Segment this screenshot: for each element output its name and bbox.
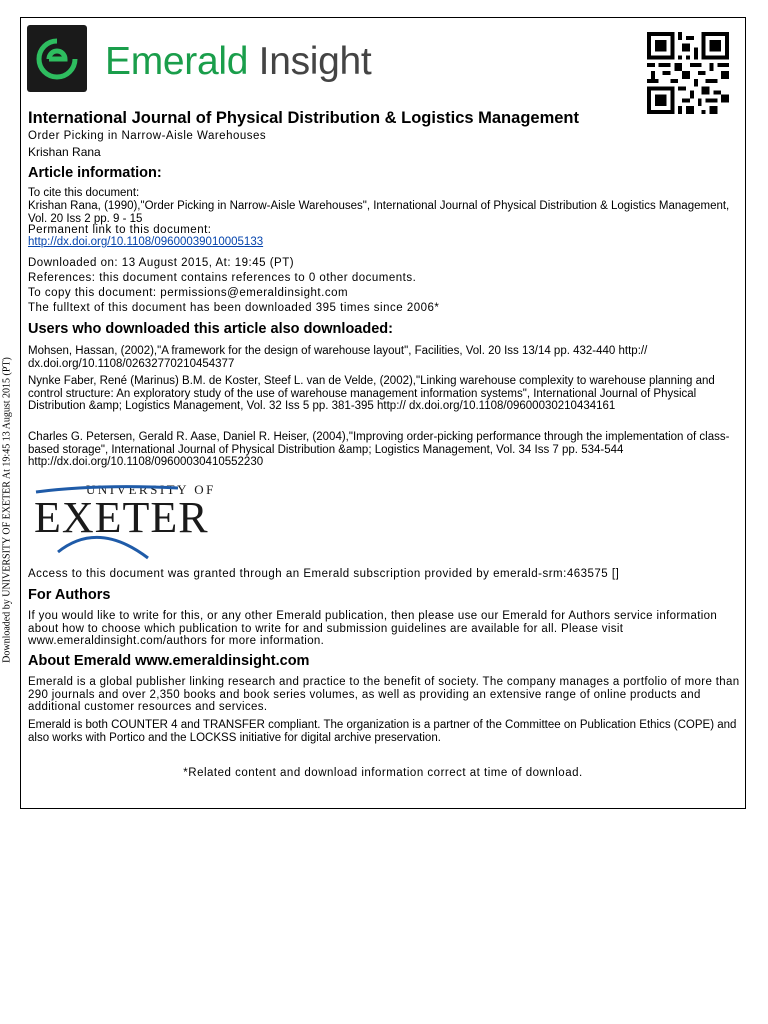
emerald-logo-icon [27, 25, 87, 92]
footer-note: *Related content and download information correct at time of download. [183, 767, 583, 779]
also-downloaded-heading: Users who downloaded this article also downloaded: [28, 321, 393, 337]
access-note: Access to this document was granted through an Emerald subscription provided by emerald-srm:463575 [] [28, 568, 620, 580]
also-downloaded-item: Charles G. Petersen, Gerald R. Aase, Daniel R. Heiser, (2004),"Improving order-picking performance through the implementation of class-based storage", International Journal of Physical Distribution &amp; Logistics Management, Vol. 34 Iss 7 pp. 534-544 http://dx.doi.org/10.1108/09600030410552230 [28, 431, 730, 468]
article-info-heading: Article information: [28, 165, 162, 181]
brand-part1: Emerald [105, 40, 249, 83]
fulltext-count: The fulltext of this document has been downloaded 395 times since 2006* [28, 302, 440, 314]
download-stamp-text: Downloaded by UNIVERSITY OF EXETER At 19:45 13 August 2015 (PT) [1, 357, 13, 663]
also-downloaded-item: Mohsen, Hassan, (2002),"A framework for the design of warehouse layout", Facilities, Vol. 20 Iss 13/14 pp. 432-440 http:// dx.doi.org/10.1108/02632770210454377 [28, 345, 648, 370]
for-authors-text: If you would like to write for this, or any other Emerald publication, then please use our Emerald for Authors service information about how to choose which publication to write for and submission guidelines are available for all. Please visit www.emeraldinsight.com/authors for more information. [28, 610, 718, 647]
exeter-logo-bottom: EXETER [34, 493, 209, 542]
permanent-link[interactable]: http://dx.doi.org/10.1108/09600039010005133 [28, 236, 264, 248]
download-stamp [0, 357, 15, 663]
brand-wordmark [105, 39, 371, 85]
about-paragraph-2: Emerald is both COUNTER 4 and TRANSFER compliant. The organization is a partner of the Committee on Publication Ethics (COPE) and also works with Portico and the LOCKSS initiative for digital archive preservation. [28, 719, 737, 744]
citation-text: Krishan Rana, (1990),"Order Picking in Narrow-Aisle Warehouses", International Journal of Physical Distribution & Logistics Management, Vol. 20 Iss 2 pp. 9 - 15 [28, 200, 730, 225]
journal-title: International Journal of Physical Distribution & Logistics Management [28, 109, 579, 127]
about-paragraph-1: Emerald is a global publisher linking research and practice to the benefit of society. The company manages a portfolio of more than 290 journals and over 2,350 books and book series volumes, as well as providing an extensive range of online products and additional customer resources and services. [28, 676, 740, 713]
qr-code-icon [645, 32, 731, 114]
article-title: Order Picking in Narrow-Aisle Warehouses [28, 130, 267, 142]
downloaded-on: Downloaded on: 13 August 2015, At: 19:45 (PT) [28, 257, 295, 269]
author-name: Krishan Rana [28, 145, 101, 159]
copy-permissions: To copy this document: permissions@emeraldinsight.com [28, 287, 349, 299]
brand-part2: Insight [248, 40, 372, 83]
about-heading: About Emerald www.emeraldinsight.com [28, 653, 310, 669]
cite-label: To cite this document: [28, 187, 140, 199]
references-note: References: this document contains references to 0 other documents. [28, 272, 417, 284]
also-downloaded-item: Nynke Faber, René (Marinus) B.M. de Koster, Steef L. van de Velde, (2002),"Linking warehouse complexity to warehouse planning and control structure: An exploratory study of the use of warehouse management information systems", International Journal of Physical Distribution &amp; Logistics Management, Vol. 32 Iss 5 pp. 381-395 http:// dx.doi.org/10.1108/09600030210434161 [28, 375, 715, 412]
exeter-logo-top: UNIVERSITY OF [86, 482, 216, 497]
permanent-link-label: Permanent link to this document: [28, 224, 212, 236]
for-authors-heading: For Authors [28, 587, 111, 603]
university-of-exeter-logo [28, 480, 238, 560]
